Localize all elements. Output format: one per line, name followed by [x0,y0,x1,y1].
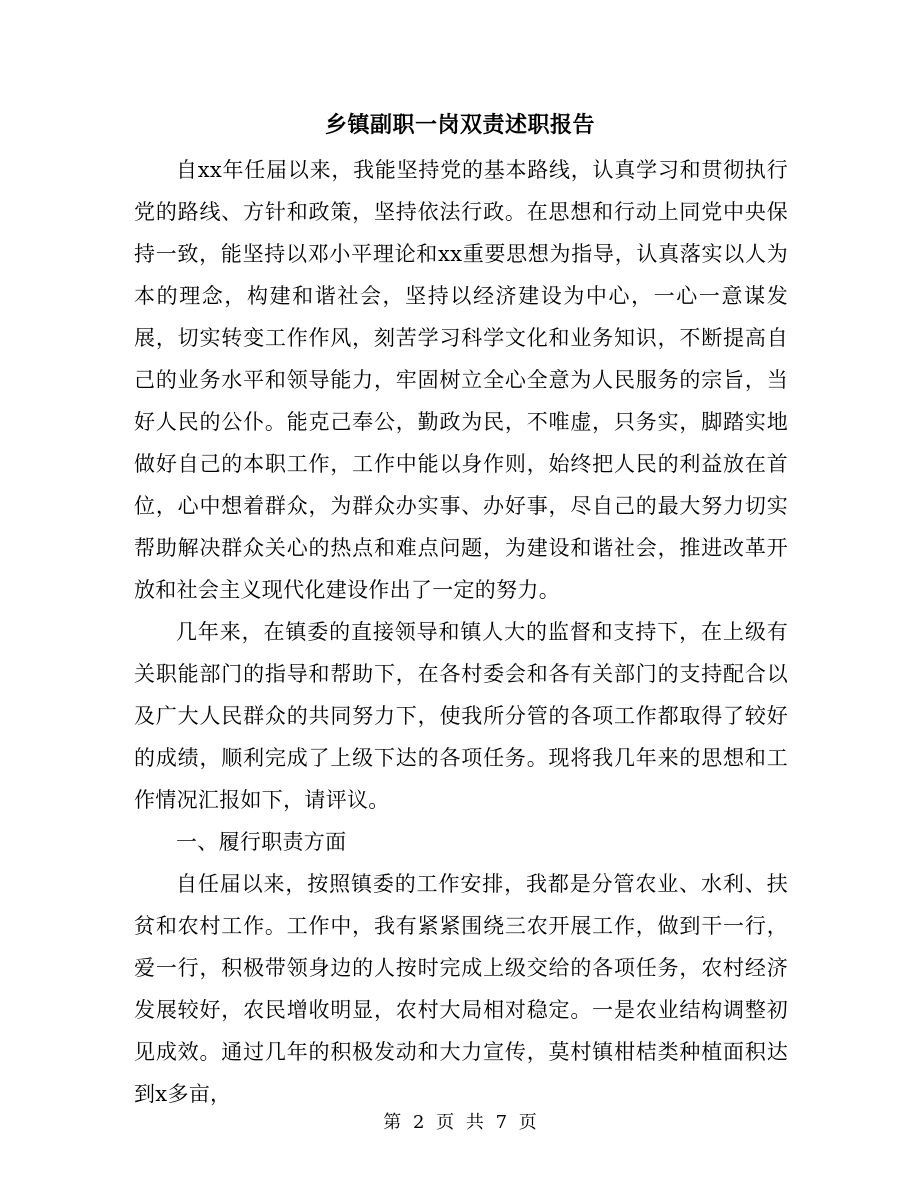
document-title: 乡镇副职一岗双责述职报告 [324,112,595,138]
page-number-footer: 第 2 页 共 7 页 [383,1112,537,1133]
section-heading: 一、履行职责方面 [176,830,347,854]
paragraph-section: 自任届以来，按照镇委的工作安排，我都是分管农业、水利、扶贫和农村工作。工作中，我有紧紧围绕三农开展工作，做到干一行，爱一行，积极带领身边的人按时完成上级交给的各项任务，农村经济发展较好，农民增收明显，农村大局相对稳定。一是农业结构调整初见成效。通过几年的积极发动和大力宣传，莫村镇柑桔类种植面积达到x多亩， [134,872,788,1106]
document-body [134,149,788,1115]
paragraph-summary: 几年来，在镇委的直接领导和镇人大的监督和支持下，在上级有关职能部门的指导和帮助下，在各村委会和各有关部门的支持配合以及广大人民群众的共同努力下，使我所分管的各项工作都取得了较好的成绩，顺利完成了上级下达的各项任务。现将我几年来的思想和工作情况汇报如下，请评议。 [134,620,788,812]
paragraph-intro: 自xx年任届以来，我能坚持党的基本路线，认真学习和贯彻执行党的路线、方针和政策，坚持依法行政。在思想和行动上同党中央保持一致，能坚持以邓小平理论和xx重要思想为指导，认真落实以人为本的理念，构建和谐社会，坚持以经济建设为中心，一心一意谋发展，切实转变工作作风，刻苦学习科学文化和业务知识，不断提高自己的业务水平和领导能力，牢固树立全心全意为人民服务的宗旨，当好人民的公仆。能克己奉公，勤政为民，不唯虚，只务实，脚踏实地做好自己的本职工作，工作中能以身作则，始终把人民的利益放在首位，心中想着群众，为群众办实事、办好事，尽自己的最大努力切实帮助解决群众关心的热点和难点问题，为建设和谐社会，推进改革开放和社会主义现代化建设作出了一定的努力。 [134,158,788,602]
